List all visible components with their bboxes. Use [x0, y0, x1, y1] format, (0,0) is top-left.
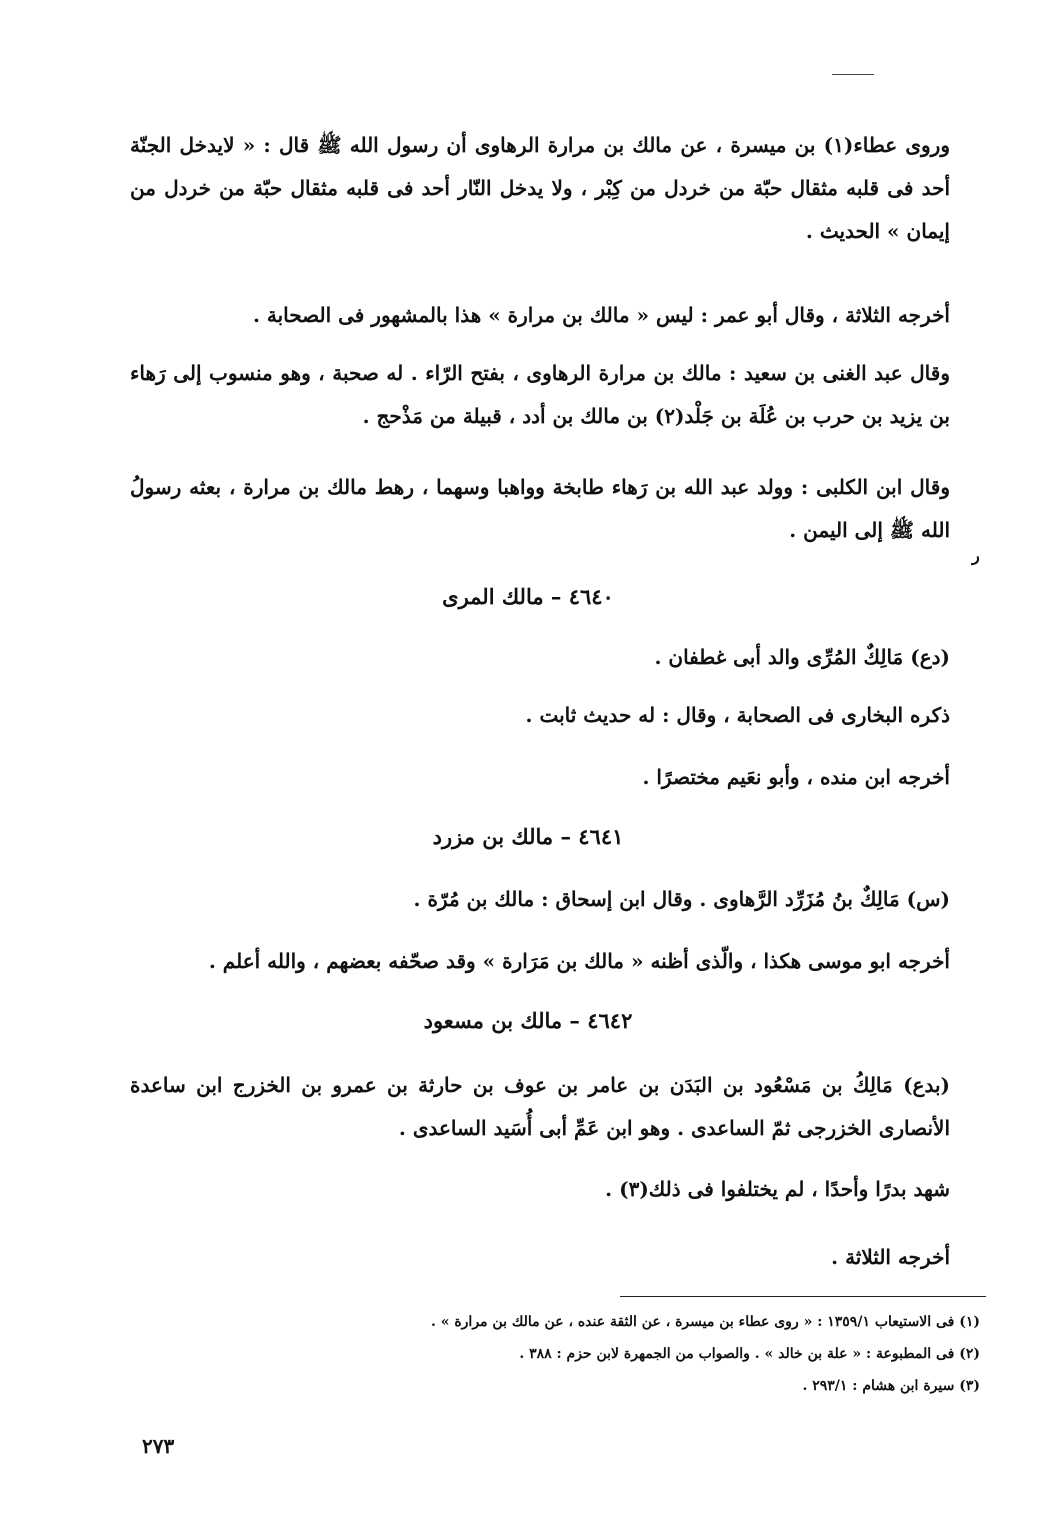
footnote-divider	[620, 1296, 986, 1297]
entry-4640-paragraph-1: (دع) مَالِكٌ المُرِّى والد أبى غطفان .	[654, 645, 950, 669]
top-divider	[832, 74, 874, 75]
margin-mark: ر	[972, 546, 980, 565]
entry-heading-4641: ٤٦٤١ – مالك بن مزرد	[432, 824, 624, 849]
footnote-3: (٣) سيرة ابن هشام : ٢٩٣/١ .	[802, 1378, 980, 1394]
paragraph-abd-al-ghani-note: وقال عبد الغنى بن سعيد : مالك بن مرارة الرهاوى ، بفتح الرّاء . له صحبة ، وهو منسوب إلى رَهاء بن يزيد بن حرب بن عُلَة بن جَلْد(٢) بن مالك بن أدد ، قبيلة من مَذْحج .	[130, 361, 950, 428]
entry-4641-paragraph-2: أخرجه ابو موسى هكذا ، والّذى أظنه « مالك بن مَرَارة » وقد صحّفه بعضهم ، والله أعلم .	[208, 949, 950, 973]
entry-4640-paragraph-3: أخرجه ابن منده ، وأبو نعَيم مختصرًا .	[642, 765, 950, 789]
paragraph-abu-umar-note: أخرجه الثلاثة ، وقال أبو عمر : ليس « مالك بن مرارة » هذا بالمشهور فى الصحابة .	[252, 303, 950, 327]
footnote-1: (١) فى الاستيعاب ١٣٥٩/١ : « روى عطاء بن ميسرة ، عن الثقة عنده ، عن مالك بن مرارة » .	[430, 1314, 980, 1330]
paragraph-ibn-al-kalbi-note: وقال ابن الكلبى : وولد عبد الله بن رَهاء طابخة وواهبا وسهما ، رهط مالك بن مرارة ، بعثه رسولُ الله ﷺ إلى اليمن .	[130, 475, 950, 542]
entry-4641-paragraph-1: (س) مَالِكٌ بنُ مُزَرِّد الرَّهاوى . وقال ابن إسحاق : مالك بن مُرّة .	[413, 887, 950, 911]
entry-heading-4642: ٤٦٤٢ – مالك بن مسعود	[423, 1008, 633, 1033]
entry-4642-paragraph-1: (بدع) مَالِكُ بن مَسْعُود بن البَدَن بن عامر بن عوف بن حارثة بن عمرو بن الخزرج ابن ساعدة الأنصارى الخزرجى ثمّ الساعدى . وهو ابن عَمِّ أبى أُسَيد الساعدى .	[130, 1073, 950, 1140]
footnote-2: (٢) فى المطبوعة : « علة بن خالد » . والصواب من الجمهرة لابن حزم : ٣٨٨ .	[519, 1346, 980, 1362]
page-number: ٢٧٣	[142, 1434, 175, 1458]
paragraph-ata-hadith: وروى عطاء(١) بن ميسرة ، عن مالك بن مرارة الرهاوى أن رسول الله ﷺ قال : « لايدخل الجنّة أحد فى قلبه مثقال حبّة من خردل من كِبْر ، ولا يدخل النّار أحد فى قلبه مثقال حبّة من خردل من إيمان » الحديث .	[130, 133, 950, 243]
entry-4640-paragraph-2: ذكره البخارى فى الصحابة ، وقال : له حديث ثابت .	[525, 703, 950, 727]
entry-4642-paragraph-2: شهد بدرًا وأحدًا ، لم يختلفوا فى ذلك(٣) .	[605, 1177, 950, 1201]
entry-4642-paragraph-3: أخرجه الثلاثة .	[831, 1245, 950, 1269]
entry-heading-4640: ٤٦٤٠ – مالك المرى	[442, 584, 614, 609]
